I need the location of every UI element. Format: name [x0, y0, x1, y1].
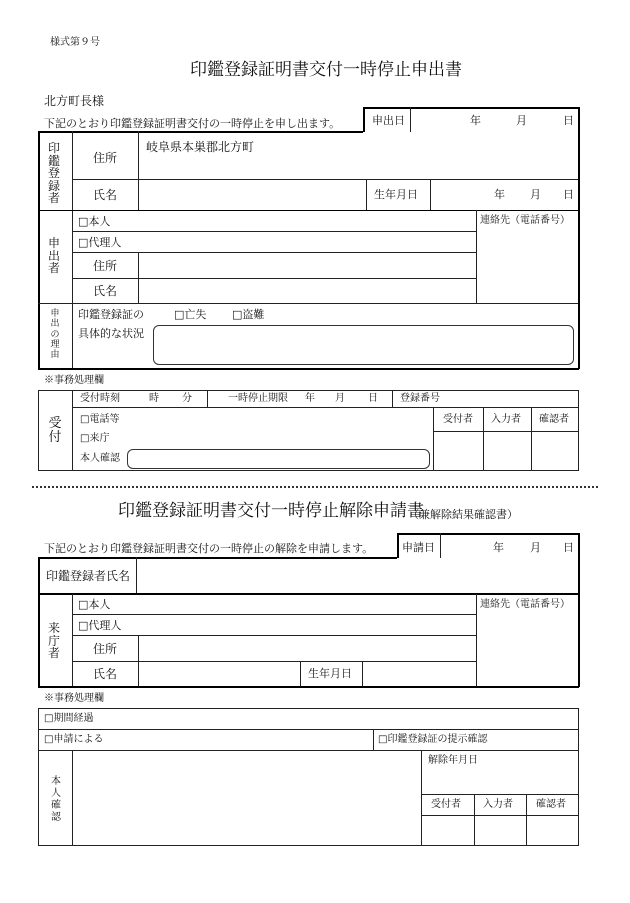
period-elapsed-checkbox[interactable]: □期間経過 — [44, 713, 94, 724]
confirmer-label: 確認者 — [539, 414, 569, 425]
reason-detail-field[interactable] — [153, 325, 574, 365]
birth-year-label: 年 — [494, 188, 505, 201]
suspend-deadline-label: 一時停止期限 — [228, 393, 288, 404]
visit-checkbox[interactable]: □来庁 — [80, 433, 110, 444]
release-confirmer-label: 確認者 — [536, 799, 566, 810]
minute-label: 分 — [182, 393, 192, 404]
registrant-label: 印 鑑 登 録 者 — [47, 141, 60, 206]
visitor-label: 来 庁 者 — [47, 621, 60, 661]
birthdate-label: 生年月日 — [374, 188, 418, 201]
release-month: 月 — [530, 541, 541, 554]
by-phone-checkbox[interactable]: □電話等 — [80, 414, 120, 425]
birth-day-label: 日 — [563, 188, 574, 201]
release-date-label: 申請日 — [402, 541, 435, 554]
release-birthdate-label: 生年月日 — [308, 667, 352, 680]
registrant-name-field[interactable] — [140, 181, 364, 209]
office-note-2: ※事務処理欄 — [44, 693, 104, 704]
contact-label: 連絡先（電話番号） — [480, 215, 570, 226]
applicant-name-label: 氏名 — [93, 284, 118, 298]
card-presented-checkbox[interactable]: □印鑑登録証の提示確認 — [378, 734, 488, 745]
release-self-checkbox[interactable]: □本人 — [78, 598, 111, 611]
reason-label: 申 出 の 理 由 — [50, 309, 60, 361]
addressee: 北方町長様 — [44, 94, 105, 108]
statement: 下記のとおり印鑑登録証明書交付の一時停止を申し出ます。 — [44, 117, 341, 130]
identity-check-label: 本人確認 — [80, 453, 120, 464]
deadline-month: 月 — [335, 393, 345, 404]
registrant-name-input[interactable] — [138, 559, 576, 591]
deadline-day: 日 — [368, 393, 378, 404]
identity-verification-field[interactable] — [74, 752, 419, 844]
release-year: 年 — [493, 541, 504, 554]
address-value[interactable]: 岐阜県本巣郡北方町 — [146, 140, 255, 154]
year-label: 年 — [470, 114, 481, 127]
identity-check-field[interactable] — [127, 449, 430, 469]
form-title: 印鑑登録証明書交付一時停止申出書 — [190, 60, 462, 80]
birth-month-label: 月 — [530, 188, 541, 201]
release-title: 印鑑登録証明書交付一時停止解除申請書 — [118, 501, 424, 521]
apply-date-label: 申出日 — [372, 114, 405, 127]
release-contact-label: 連絡先（電話番号） — [480, 599, 570, 610]
month-label: 月 — [516, 114, 527, 127]
release-receiver-label: 受付者 — [431, 799, 461, 810]
receiver-label: 受付者 — [443, 414, 473, 425]
reason-card: 印鑑登録証の — [78, 308, 144, 321]
name-label: 氏名 — [93, 188, 118, 202]
reason-stolen-checkbox[interactable]: □盗難 — [232, 308, 265, 321]
hour-label: 時 — [149, 393, 159, 404]
identity-verification-label: 本 人 確 認 — [51, 776, 61, 823]
release-inputter-label: 入力者 — [483, 799, 513, 810]
release-address-label: 住所 — [93, 642, 118, 656]
inputter-label: 入力者 — [491, 414, 521, 425]
reception-label: 受 付 — [48, 416, 62, 445]
release-name-label: 氏名 — [93, 667, 118, 681]
applicant-address-field[interactable] — [140, 254, 474, 276]
release-title-sub: （兼解除結果確認書） — [408, 508, 518, 521]
release-statement: 下記のとおり印鑑登録証明書交付の一時停止の解除を申請します。 — [44, 542, 374, 555]
reception-time-label: 受付時刻 — [80, 393, 120, 404]
form-number: 様式第９号 — [50, 37, 100, 48]
release-proxy-checkbox[interactable]: □代理人 — [78, 619, 122, 632]
reason-detail-label: 具体的な状況 — [78, 327, 144, 340]
applicant-label: 申 出 者 — [47, 236, 60, 276]
applicant-name-field[interactable] — [140, 280, 474, 302]
applicant-address-label: 住所 — [93, 259, 118, 273]
cut-line — [32, 486, 598, 488]
day-label: 日 — [563, 114, 574, 127]
address-label: 住所 — [93, 151, 118, 165]
release-date-record-label: 解除年月日 — [428, 755, 478, 766]
release-day: 日 — [563, 541, 574, 554]
reason-lost-checkbox[interactable]: □亡失 — [174, 308, 207, 321]
by-application-checkbox[interactable]: □申請による — [44, 734, 104, 745]
deadline-year: 年 — [305, 393, 315, 404]
registrant-name-label: 印鑑登録者氏名 — [46, 569, 131, 583]
release-name-field[interactable] — [140, 663, 298, 685]
reg-number-label: 登録番号 — [400, 393, 440, 404]
self-checkbox[interactable]: □本人 — [78, 215, 111, 228]
release-address-field[interactable] — [140, 637, 474, 659]
office-note-1: ※事務処理欄 — [44, 375, 104, 386]
proxy-checkbox[interactable]: □代理人 — [78, 236, 122, 249]
